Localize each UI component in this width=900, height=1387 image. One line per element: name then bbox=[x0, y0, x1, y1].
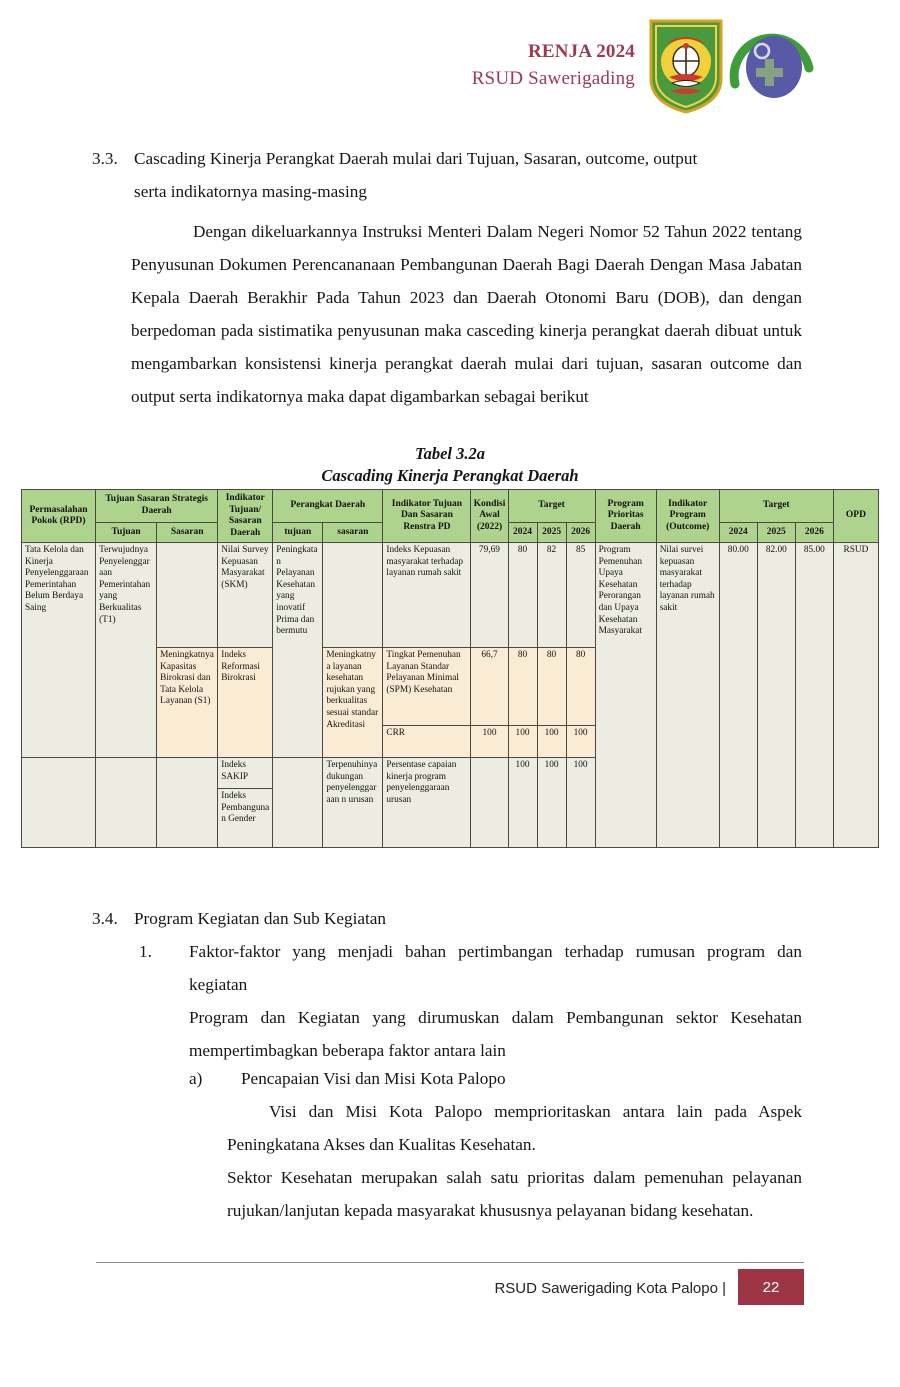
cell-opd: RSUD bbox=[833, 543, 878, 848]
th-target2-2024: 2024 bbox=[719, 522, 757, 542]
cell-sasaran-r1 bbox=[157, 543, 218, 648]
cell-t2024-r2: 80 bbox=[508, 648, 537, 726]
th-kondisi-awal: Kondisi Awal (2022) bbox=[471, 490, 508, 543]
th-pd-tujuan: tujuan bbox=[273, 522, 323, 542]
list-item-a bbox=[189, 1062, 802, 1095]
th-pd-sasaran: sasaran bbox=[323, 522, 383, 542]
list-item-a-marker: a) bbox=[189, 1069, 203, 1088]
th-target2-2026: 2026 bbox=[795, 522, 833, 542]
th-target1-2026: 2026 bbox=[566, 522, 595, 542]
th-permasalahan: Permasalahan Pokok (RPD) bbox=[22, 490, 96, 543]
table-caption bbox=[0, 443, 900, 487]
list-item-1-text: Faktor-faktor yang menjadi bahan pertimbangan terhadap rumusan program dan kegiatan bbox=[189, 942, 802, 994]
cell-pd-sasaran-r4: Terpenuhinya dukungan penyelenggaraan n urusan bbox=[323, 758, 383, 848]
cell-t2026-r3: 100 bbox=[566, 726, 595, 758]
list-item-a-paragraph-1: Visi dan Misi Kota Palopo memprioritaskan antara lain pada Aspek Peningkatana Akses dan Kualitas Kesehatan. bbox=[227, 1102, 802, 1154]
list-item-1 bbox=[139, 935, 802, 1001]
cell-t2026-r2: 80 bbox=[566, 648, 595, 726]
section-3-4-number: 3.4. bbox=[92, 909, 118, 928]
section-3-3-number: 3.3. bbox=[92, 149, 118, 168]
list-item-1-number: 1. bbox=[139, 942, 152, 961]
cell-indikator-renstra-r3: CRR bbox=[383, 726, 471, 758]
th-indikator-tujuan-sasaran-daerah: Indikator Tujuan/ Sasaran Daerah bbox=[218, 490, 273, 543]
th-sasaran: Sasaran bbox=[157, 522, 218, 542]
cell-indikator-program: Nilai survei kepuasan masyarakat terhadap layanan rumah sakit bbox=[656, 543, 719, 848]
th-tujuan: Tujuan bbox=[96, 522, 157, 542]
cell-t2024-r1: 80 bbox=[508, 543, 537, 648]
list-item-a-text: Pencapaian Visi dan Misi Kota Palopo bbox=[241, 1069, 506, 1088]
cell-indikator-renstra-r1: Indeks Kepuasan masyarakat terhadap layanan rumah sakit bbox=[383, 543, 471, 648]
footer-label: RSUD Sawerigading Kota Palopo | bbox=[494, 1280, 726, 1297]
cell-sasaran-r4 bbox=[157, 758, 218, 848]
cell-permasalahan-r4 bbox=[22, 758, 96, 848]
th-target-renstra: Target bbox=[508, 490, 595, 523]
page-header bbox=[0, 10, 900, 122]
th-target1-2024: 2024 bbox=[508, 522, 537, 542]
cell-indeks-sakip: Indeks SAKIP bbox=[218, 758, 272, 789]
page-footer bbox=[96, 1262, 804, 1308]
section-3-3-heading bbox=[92, 142, 802, 208]
th-tujuan-sasaran-strategis: Tujuan Sasaran Strategis Daerah bbox=[96, 490, 218, 523]
cell-indikator-daerah-r2: Indeks Reformasi Birokrasi bbox=[218, 648, 273, 758]
table-row bbox=[22, 543, 879, 648]
th-perangkat-daerah: Perangkat Daerah bbox=[273, 490, 383, 523]
th-indikator-program: Indikator Program (Outcome) bbox=[656, 490, 719, 543]
cell-pd-tujuan: Peningkatan Pelayanan Kesehatan yang inovatif Prima dan bermutu bbox=[273, 543, 323, 758]
list-item-1-paragraph: Program dan Kegiatan yang dirumuskan dalam Pembangunan sektor Kesehatan mempertimbagkan beberapa faktor antara lain bbox=[189, 1008, 802, 1060]
cell-permasalahan: Tata Kelola dan Kinerja Penyelenggaraan Pemerintahan Belum Berdaya Saing bbox=[22, 543, 96, 758]
cell-indikator-daerah-r1: Nilai Survey Kepuasan Masyarakat (SKM) bbox=[218, 543, 273, 648]
cell-prog-t2026: 85.00 bbox=[795, 543, 833, 848]
table-caption-line1: Tabel 3.2a bbox=[415, 444, 485, 463]
cascading-table-wrapper bbox=[21, 489, 879, 848]
cell-t2026-r1: 85 bbox=[566, 543, 595, 648]
cell-indeks-pembangunan-gender: Indeks Pembangunan Gender bbox=[221, 791, 270, 825]
cell-indikator-renstra-r2: Tingkat Pemenuhan Layanan Standar Pelayanan Minimal (SPM) Kesehatan bbox=[383, 648, 471, 726]
cell-t2024-r3: 100 bbox=[508, 726, 537, 758]
cell-tujuan-r4 bbox=[96, 758, 157, 848]
section-3-3-title-line2: serta indikatornya masing-masing bbox=[134, 182, 367, 201]
table-caption-line2: Cascading Kinerja Perangkat Daerah bbox=[321, 466, 579, 485]
cell-t2025-r1: 82 bbox=[537, 543, 566, 648]
section-3-4-title: Program Kegiatan dan Sub Kegiatan bbox=[134, 909, 387, 928]
cell-program-prioritas: Program Pemenuhan Upaya Kesehatan Perorangan dan Upaya Kesehatan Masyarakat bbox=[595, 543, 656, 848]
cell-t2025-r2: 80 bbox=[537, 648, 566, 726]
cell-indikator-renstra-r4: Persentase capaian kinerja program penyelenggaraan urusan bbox=[383, 758, 471, 848]
list-item-a-paragraph-2: Sektor Kesehatan merupakan salah satu prioritas dalam pemenuhan pelayanan rujukan/lanjutan kepada masyarakat khususnya pelayanan bidang kesehatan. bbox=[227, 1168, 802, 1220]
header-line-renja: RENJA 2024 bbox=[527, 41, 635, 63]
palopo-coat-of-arms-icon bbox=[647, 17, 725, 115]
header-line-hospital: RSUD Sawerigading bbox=[471, 68, 635, 89]
cascading-table bbox=[21, 489, 879, 848]
th-indikator-renstra: Indikator Tujuan Dan Sasaran Renstra PD bbox=[383, 490, 471, 543]
th-target1-2025: 2025 bbox=[537, 522, 566, 542]
th-target2-2025: 2025 bbox=[757, 522, 795, 542]
cell-kondisi-awal-r3: 100 bbox=[471, 726, 508, 758]
cell-t2025-r4: 100 bbox=[537, 758, 566, 848]
cell-kondisi-awal-r2: 66,7 bbox=[471, 648, 508, 726]
table-header-row-1 bbox=[22, 490, 879, 523]
cell-sasaran-r2: Meningkatnya Kapasitas Birokrasi dan Tata Kelola Layanan (S1) bbox=[157, 648, 218, 758]
header-title-block bbox=[472, 39, 635, 93]
th-program-prioritas: Program Prioritas Daerah bbox=[595, 490, 656, 543]
th-target-program: Target bbox=[719, 490, 833, 523]
cell-t2024-r4: 100 bbox=[508, 758, 537, 848]
cell-kondisi-awal-r4 bbox=[471, 758, 508, 848]
intro-paragraph: Dengan dikeluarkannya Instruksi Menteri Dalam Negeri Nomor 52 Tahun 2022 tentang Penyusunan Dokumen Perencananaan Pembangunan Daerah Bagi Daerah Dengan Masa Jabatan Kepala Daerah Berakhir Pada Tahun 2023 dan Daerah Otonomi Baru (DOB), dan dengan berpedoman pada sistimatika penyusunan maka casceding kinerja perangkat daerah dibuat untuk mengambarkan konsistensi kinerja perangkat daerah mulai dari tujuan, sasaran outcome dan output serta indikatornya maka dapat digambarkan sebagai berikut bbox=[131, 222, 802, 406]
cell-tujuan: Terwujudnya Penyelenggaraan Pemerintahan yang Berkualitas (T1) bbox=[96, 543, 157, 758]
cell-t2025-r3: 100 bbox=[537, 726, 566, 758]
th-opd: OPD bbox=[833, 490, 878, 543]
cell-pd-tujuan-r4 bbox=[273, 758, 323, 848]
cell-indikator-daerah-r4 bbox=[218, 758, 273, 848]
page-number-badge: 22 bbox=[738, 1269, 804, 1305]
cell-t2026-r4: 100 bbox=[566, 758, 595, 848]
cell-kondisi-awal-r1: 79,69 bbox=[471, 543, 508, 648]
hospital-logo-icon bbox=[729, 22, 815, 110]
section-3-3-title-line1: Cascading Kinerja Perangkat Daerah mulai dari Tujuan, Sasaran, outcome, output bbox=[134, 149, 698, 168]
section-3-4-heading bbox=[92, 902, 802, 935]
cell-pd-sasaran-r2: Meningkatnya layanan kesehatan rujukan yang berkualitas sesuai standar Akreditasi bbox=[323, 648, 383, 758]
cell-prog-t2024: 80.00 bbox=[719, 543, 757, 848]
section-3-3-title bbox=[134, 142, 802, 208]
cell-prog-t2025: 82.00 bbox=[757, 543, 795, 848]
cell-pd-sasaran-r1 bbox=[323, 543, 383, 648]
